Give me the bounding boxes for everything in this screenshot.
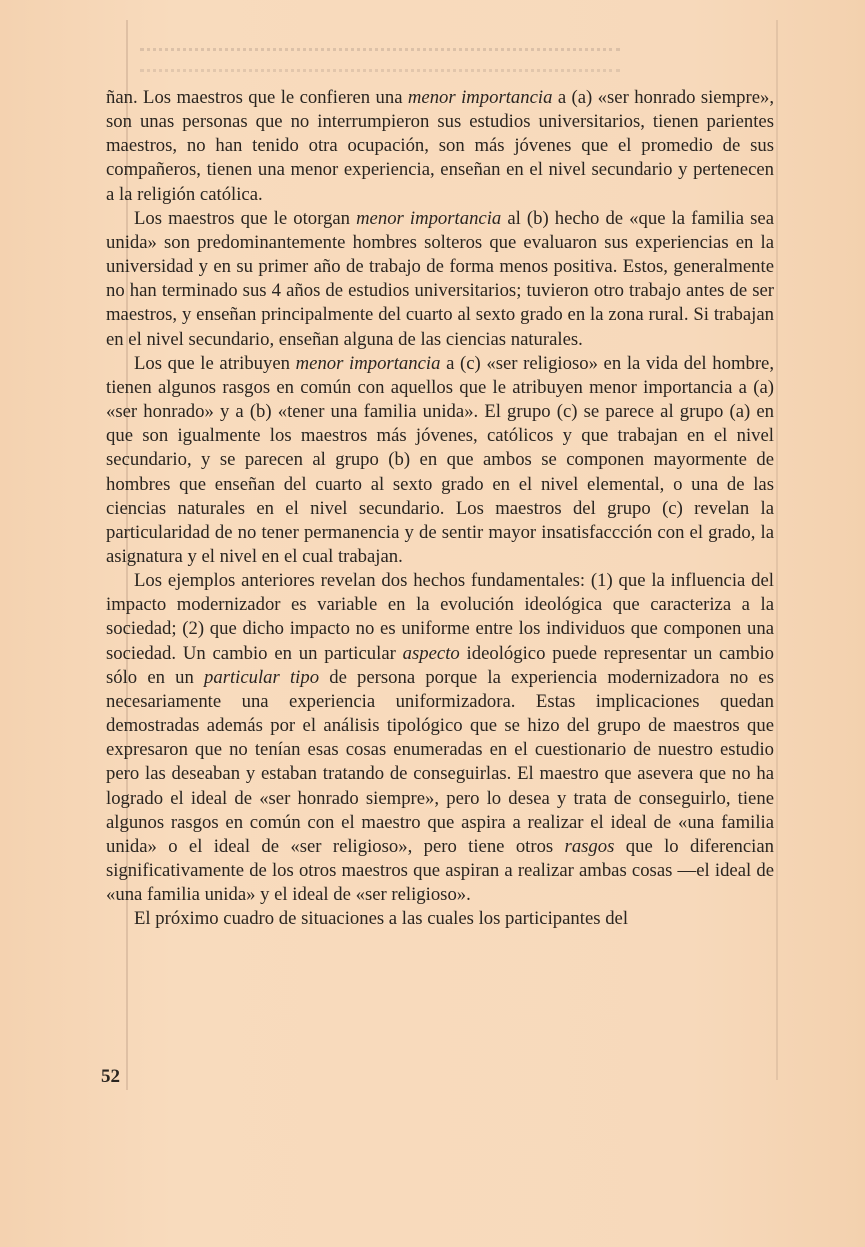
- italic-run: menor importancia: [295, 352, 441, 374]
- text-run: que lo diferencian significativamente de los otros maestros que aspiran a realizar ambas cosas —el ideal de «una familia unida» y el ideal de «ser religioso».: [106, 835, 774, 906]
- text-run: ideológico puede representar un cambio sólo en un: [106, 642, 774, 688]
- italic-run: particular tipo: [204, 666, 320, 688]
- text-run: Los ejemplos anteriores revelan dos hechos fundamentales: (1) que la influencia del impacto modernizador es variable en la evolución ideológica que caracteriza a la sociedad; (2) que dicho impacto no es uniforme entre los individuos que componen una sociedad. Un cambio en un particular: [106, 570, 774, 664]
- italic-run: menor importancia: [356, 207, 502, 229]
- page-number: 52: [101, 1066, 120, 1087]
- text-run: El próximo cuadro de situaciones a las cuales los participantes del: [134, 908, 629, 930]
- bleed-through-marks: [140, 48, 620, 72]
- paragraph-5: [106, 907, 774, 931]
- italic-run: aspecto: [402, 642, 460, 664]
- text-run: de persona porque la experiencia modernizadora no es necesariamente una experiencia uniformizadora. Estas implicaciones quedan demostradas además por el análisis tipológico que se hizo del grupo de maestros que expresaron que no tenían esas cosas enumeradas en el cuestionario de nuestro estudio pero las deseaban y estaban tratando de conseguirlas. El maestro que asevera que no ha logrado el ideal de «ser honrado siempre», pero lo desea y trata de conseguirlo, tiene algunos rasgos en común con el maestro que aspira a realizar el ideal de «una familia unida» o el ideal de «ser religioso», pero tiene otros: [106, 666, 774, 857]
- text-run: Los maestros que le otorgan: [134, 207, 357, 229]
- text-run: Los que le atribuyen: [134, 352, 296, 374]
- text-run: ñan. Los maestros que le confieren una: [106, 87, 408, 108]
- paragraph-3: [106, 352, 774, 569]
- text-run: al (b) hecho de «que la familia sea unida» son predominantemente hombres solteros que evaluaron sus experiencias en la universidad y en su primer año de trabajo de forma menos positiva. Estos, generalmente no han terminado sus 4 años de estudios universitarios; tuvieron otro trabajo antes de ser maestros, y enseñan principalmente del cuarto al sexto grado en la zona rural. Si trabajan en el nivel secundario, enseñan alguna de las ciencias naturales.: [106, 207, 774, 350]
- paragraph-1: [106, 86, 774, 207]
- italic-run: menor importancia: [407, 87, 553, 108]
- italic-run: rasgos: [564, 835, 615, 857]
- text-run: a (a) «ser honrado siempre», son unas personas que no interrumpieron sus estudios universitarios, tienen parientes maestros, no han tenido otra ocupación, son más jóvenes que el promedio de sus compañeros, tienen una menor experiencia, enseñan en el nivel secundario y pertenecen a la religión católica.: [106, 87, 775, 205]
- body-text: [106, 86, 774, 931]
- text-run: a (c) «ser religioso» en la vida del hombre, tienen algunos rasgos en común con aquellos que le atribuyen menor importancia a (a) «ser honrado» y a (b) «tener una familia unida». El grupo (c) se parece al grupo (a) en que son igualmente los maestros más jóvenes, católicos y que trabajan en el nivel secundario, y se parecen al grupo (b) en que ambos se componen mayormente de hombres que enseñan del cuarto al sexto grado en el nivel elemental, o una de las ciencias naturales en el nivel secundario. Los maestros del grupo (c) revelan la particularidad de no tener permanencia y de sentir mayor insatisfaccción con el grado, la asignatura y el nivel en el cual trabajan.: [106, 352, 775, 567]
- paragraph-4: [106, 569, 774, 907]
- paragraph-2: [106, 207, 774, 352]
